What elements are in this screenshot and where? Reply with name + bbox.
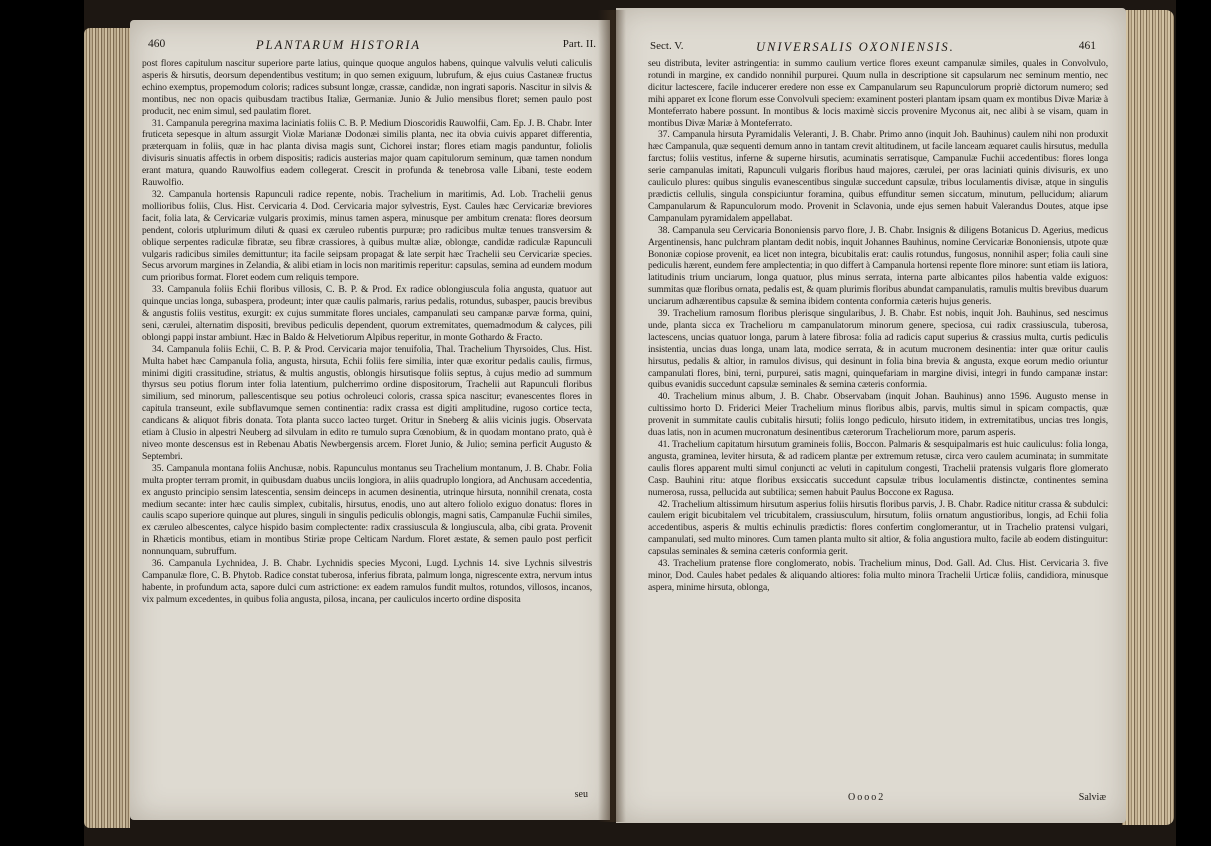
paragraph: 37. Campanula hirsuta Pyramidalis Veleranti, J. B. Chabr. Primo anno (inquit Joh. Bauhinus) caulem nihi non produxit hæc Campanula, quæ sequenti demum anno in tantam crevit altitudinem, ut facile lanceam æquaret caulis hirsutus, medulla farctus; foliis vestitus, inferne & superne hirsutis, acuminatis serratisque, Campanulæ Fuchii accedentibus: flores longa serie campanulas imitati, Rapunculi vulgaris floribus haud majores, cærulei, per oras laciniati quinis divisuris, ex uno cauliculo plures: quibus singulis evanescentibus singulæ succedunt capsulæ, tribus loculamentis divisæ, atque in singulis prædictis cellulis, singula conspiciuntur foramina, quibus effunditur semen siccatum, minutum, pellucidum; aliarum Campanularum & Rapunculorum modo. Provenit in Sclavonia, unde ejus semen habuit Valerandus Doutes, atque ipse Campanulam pyramidalem appellabat.	[648, 129, 1108, 224]
paragraph: 33. Campanula foliis Echii floribus villosis, C. B. P. & Prod. Ex radice oblongiuscula folia angusta, quatuor aut quinque uncias longa, subaspera, prodeunt; inter quæ caulis palmaris, rarius pedalis, rotundus, subasper, paucis brevibus & angustis foliis vestitus, exurgit: ex cujus summitate flores unciales, campanulati seu campanæ parvæ forma, quini, seni, cærulei, alternatim dispositi, brevibus pediculis dependent, quorum extremitates, quemadmodum & calyces, pili oblongi pappi instar ambiunt. Hæc in Baldo & Helvetiorum Alpibus reperitur, in monte Gothardo & Fracto.	[142, 284, 592, 343]
left-running-head	[130, 38, 610, 54]
book-gutter	[598, 10, 626, 822]
paragraph: 39. Trachelium ramosum floribus plerisque singularibus, J. B. Chabr. Est nobis, inquit Joh. Bauhinus, sed nescimus unde, planta sicca ex Trachelioru m campanulatorum minorum genere, speciosa, cui radix crassiuscula, tuberosa, lactescens, uncias quatuor longa, parum à latere fibrosa: folia ad radicis caput superius & crassius multa, curtis pediculis insistentia, uncias duas longa, unam lata, modice serrata, & in acutum mucronem desinentia: inter quæ oritur caulis hirsutus, pedalis & altior, in ramulos divisus, qui desinunt in folia bina brevia & angusta, exque eorum medio oriuntur campanulati flores, bini, terni, purpurei, satis magni, quinquefariam in margine divisi, integri in fundo campanæ instar: quibus evanidis succedunt capsulæ seminales & semina cæteris conformia.	[648, 308, 1108, 391]
right-section-label: Sect. V.	[650, 40, 684, 52]
right-catchword: Salviæ	[1078, 792, 1106, 803]
paragraph: 41. Trachelium capitatum hirsutum gramineis foliis, Boccon. Palmaris & sesquipalmaris est huic cauliculus: folia longa, angusta, graminea, leviter hirsuta, & ad radicem plantæ per extremum retusæ, circa vero caulem acuminata; in summitate caulis flores apparent multi simul conjuncti ac veluti in capitulum congesti, Trachelii pratensis vulgaris flore glomerato Casp. Bauhini ritu: atque floribus exsiccatis succedunt capsulæ tribus loculamentis distinctæ, continentes semina numerosa, russa, pellucida aut subtilica; semen habuit Paulus Boccone ex Ragusa.	[648, 439, 1108, 498]
paragraph: 42. Trachelium altissimum hirsutum asperius foliis hirsutis floribus parvis, J. B. Chabr. Radice nititur crassa & subdulci: caulem erigit bicubitalem vel tricubitalem, crassiusculum, hirsutum, foliis ornatum angustioribus, longis, ad Echii folia accedentibus, asperis & multis echinulis prædictis: flores confertim conglomerantur, ut in Trachelio pratensi vulgari, campanulati, sed multo minores. Cum tamen planta multo sit altior, & folia angustiora multo, facile ab eodem distinguitur: capsulas seminales & semina cæteris conformia gerit.	[648, 498, 1108, 558]
left-running-title: PLANTARUM HISTORIA	[256, 38, 422, 52]
left-page	[130, 20, 610, 820]
right-page	[616, 8, 1126, 823]
right-signature: Oooo2	[848, 792, 886, 803]
right-page-number: 461	[1078, 40, 1096, 52]
book-edge-right	[1122, 10, 1174, 825]
paragraph: 32. Campanula hortensis Rapunculi radice repente, nobis. Trachelium in maritimis, Ad. Lob. Trachelii genus mollioribus foliis, Clus. Hist. Cervicaria 4. Dod. Cervicaria major sylvestris, Eyst. Caules hæc Cervicariæ breviores facit, folia lata, & Cervicariæ vulgaris proximis, minus tamen aspera, minusque per ambitum crenata: flores deorsum pendent, coloris utplurimum diluti & quasi ex cæruleo rubentis purpuræ; pro radicibus multæ tenues transversim & oblique serpentes radiculæ fibratæ, seu fibræ crassiores, à quibus multæ aliæ, oblongæ, candidæ radiculæ Rapunculi vulgaris radicibus similes demittuntur; ita facile seipsam propagat & late serpit hæc Trachelii seu Cervicariæ species. Secus arvorum margines in Zelandia, & alibi etiam in locis non maritimis reperitur: capsulas, semina ad eundem modum cum prioribus format. Floret eodem cum reliquis tempore.	[142, 188, 592, 284]
paragraph: 35. Campanula montana foliis Anchusæ, nobis. Rapunculus montanus seu Trachelium montanum, J. B. Chabr. Folia multa propter terram promit, in quibusdam duabus unciis longiora, in aliis quadruplo longiora, ad Anchusam accedentia, ex angusto principio sensim latescentia, sensim deinceps in acumen desinentia, utrinque hirsuta, nonnihil crenata, costa medium secante: inter hæc caulis simplex, cubitalis, hirsutus, enodis, uno aut altero foliolo exiguo donatus: flores in caulis scapo superiore quinque aut plures, singuli in singulis pediculis oblongis, magni satis, Campanulæ Fuchii similes, ex cæruleo albescentes, calyce hispido basim complectente: radix crassiuscula & longiuscula, alba, cibi grata. Provenit in Rhæticis montibus, etiam in montibus Stiriæ prope Celticam Nardum. Floret æstate, & semen paulo post perficit nonnunquam, subruffum.	[142, 462, 592, 558]
paragraph: 36. Campanula Lychnidea, J. B. Chabr. Lychnidis species Myconi, Lugd. Lychnis 14. sive Lychnis silvestris Campanulæ flore, C. B. Phytob. Radice constat tuberosa, inferius fibrata, palmum longa, nigrescente extra, nervum intus habente, in profundum acta, sapore dulci cum astrictione: ex eadem ramulos fundit multos, rotundos, villosos, incanos, vix palmum excedentes, in quibus folia angusta, pilosa, incana, per cauliculos incerto ordine disposita	[142, 558, 592, 605]
paragraph: seu distributa, leviter astringentia: in summo caulium vertice flores exeunt campanulæ similes, quales in Convolvulo, rotundi in margine, ex candido nonnihil purpurei. Quum nulla in descriptione sit capsularum nec seminum mentio, nec dicitur lactescere, facile inducerer eredere non esse ex Campanularum seu Rapunculorum propriè dictorum numero; sed mihi apparet ex Icone florum esse Convolvuli speciem: examinent posteri plantam ipsam quam ex montibus Divæ Mariæ à Monteferrato habere possunt. In montibus & locis maximè siccis provenire Myconus ait, nec alibi à se visam, quam in montibus Divæ Mariæ à Monteferrato.	[648, 58, 1108, 129]
book-edge-left	[84, 28, 130, 828]
paragraph: 34. Campanula foliis Echii, C. B. P. & Prod. Cervicaria major tenuifolia, Thal. Trachelium Thyrsoides, Clus. Hist. Multa habet hæc Campanula folia, angusta, hirsuta, Echii foliis fere similia, inter quæ exoritur pedalis caulis, firmus, minimi digiti crassitudine, striatus, & multis angustis, oblongis hirsutisque foliis septus, à cujus medio ad summum thyrsus seu potius florum inter folia latentium, pulcherrimo ordine dispositorum, Trachelii aut Rapunculi floribus similium, sed minorum, pallescentisque seu potius ochroleuci coloris, crassa spica nascitur; evanescentes flores in capitula transeunt, exile subflavumque semen continentia: radix crassa est digiti amplitudine, rugoso cortice tecta, candicans & aliquot fibris donata. Tota planta succo lacteo turget. Oritur in Sneberg & aliis vicinis jugis. Observata etiam à Clusio in alpestri Neuberg ad silvulam in edito re tumulo supra Cœnobium, & in quodam montano prato, quà è niveo monte descensus est in Rebenau Abatis Newbergensis arcem. Floret Junio, & Julio; semina perficit Augusto & Septembri.	[142, 343, 592, 462]
left-catchword: seu	[574, 789, 588, 800]
paragraph: 31. Campanula peregrina maxima laciniatis foliis C. B. P. Medium Dioscoridis Rauwolfii, Cam. Ep. J. B. Chabr. Inter fruticeta sepesque in altum assurgit Violæ Marianæ Dodonæi similis planta, nec ita obvia cuivis apparet differentia, præterquam in foliis, quæ in hac planta divisa magis sunt, Cichorei instar; flores etiam magis panduntur, foliolis divisuris sinuatis affectis in orbem dispositis; radicis austerias major quam capitulorum seminum, quæ tamen nondum erant matura, quando Rauwolfius eadem collegerat. Crescit in profunda & tenebrosa valle Libani, teste eodem Rauwolfio.	[142, 117, 592, 189]
right-running-head	[616, 40, 1126, 56]
paragraph: post flores capitulum nascitur superiore parte latius, quinque quoque angulos habens, quinque valvulis veluti caliculis asperis & hirsutis, deorsum dependentibus vestitum; in quo semen exiguum, lubrufum, & ejus cuius Castaneæ fructus echino exemptus, propemodum coloris; radices subsunt longæ, crassæ, candidæ, non ingrati saporis. Nascitur in silvis & montibus, nec non opacis quibusdam tractibus Italiæ, Germaniæ. Junio & Julio mensibus floret; semen paulo post producit, nec enim simul, sed paulatim floret.	[142, 58, 592, 117]
left-body-text	[142, 58, 592, 606]
right-body-text	[648, 58, 1108, 594]
paragraph: 43. Trachelium pratense flore conglomerato, nobis. Trachelium minus, Dod. Gall. Ad. Clus. Hist. Cervicaria 3. five minor, Dod. Caules habet pedales & aliquando altiores: folia multo minora Trachelii Urticæ foliis, candidiora, minusque aspera, minime hirsuta, oblonga,	[648, 558, 1108, 593]
right-running-title: UNIVERSALIS OXONIENSIS.	[756, 40, 955, 54]
left-page-number: 460	[148, 38, 166, 50]
left-part-label: Part. II.	[562, 38, 596, 50]
paragraph: 40. Trachelium minus album, J. B. Chabr. Observabam (inquit Johan. Bauhinus) anno 1596. Augusto mense in cultissimo horto D. Friderici Meier Trachelium minus floribus albis, parvis, multis simul in spicam compactis, quæ provenit in summitate caulis cubitalis hirsuti; foliis longo pediculo, hirsuto itidem, in extremitatibus, uncias tres longis, duas latis, non in acumen mucronatum desinentibus cæterorum Tracheliorum more, parum asperis.	[648, 391, 1108, 439]
paragraph: 38. Campanula seu Cervicaria Bononiensis parvo flore, J. B. Chabr. Insignis & diligens Botanicus D. Agerius, medicus Argentinensis, hanc pulchram plantam dedit nobis, inquit Johannes Bauhinus, nomine Cervicariæ Bononiensis, utpote quæ Bononiæ copiose provenit, ea licet non integra, bicubitalis erat: caulis rotundus, fungosus, nonnihil asper; folia cauli sine pediculis hærent, eundem fere amplectentia; in quo differt à Campanula hortensi repente flore minore: sunt etiam iis latiora, latitudinis trium unciarum, longa quatuor, plus minus serrata, interna parte albicantes pilos habentia valde exiguos: summitas quæ floribus ornata, pedalis est, & quam plurimis floribus abundat campanulatis, ramulis multis brevibus duarum unciarum adhærentibus capsulæ & semina ibidem contenta conformia cæteris hujus generis.	[648, 224, 1109, 308]
